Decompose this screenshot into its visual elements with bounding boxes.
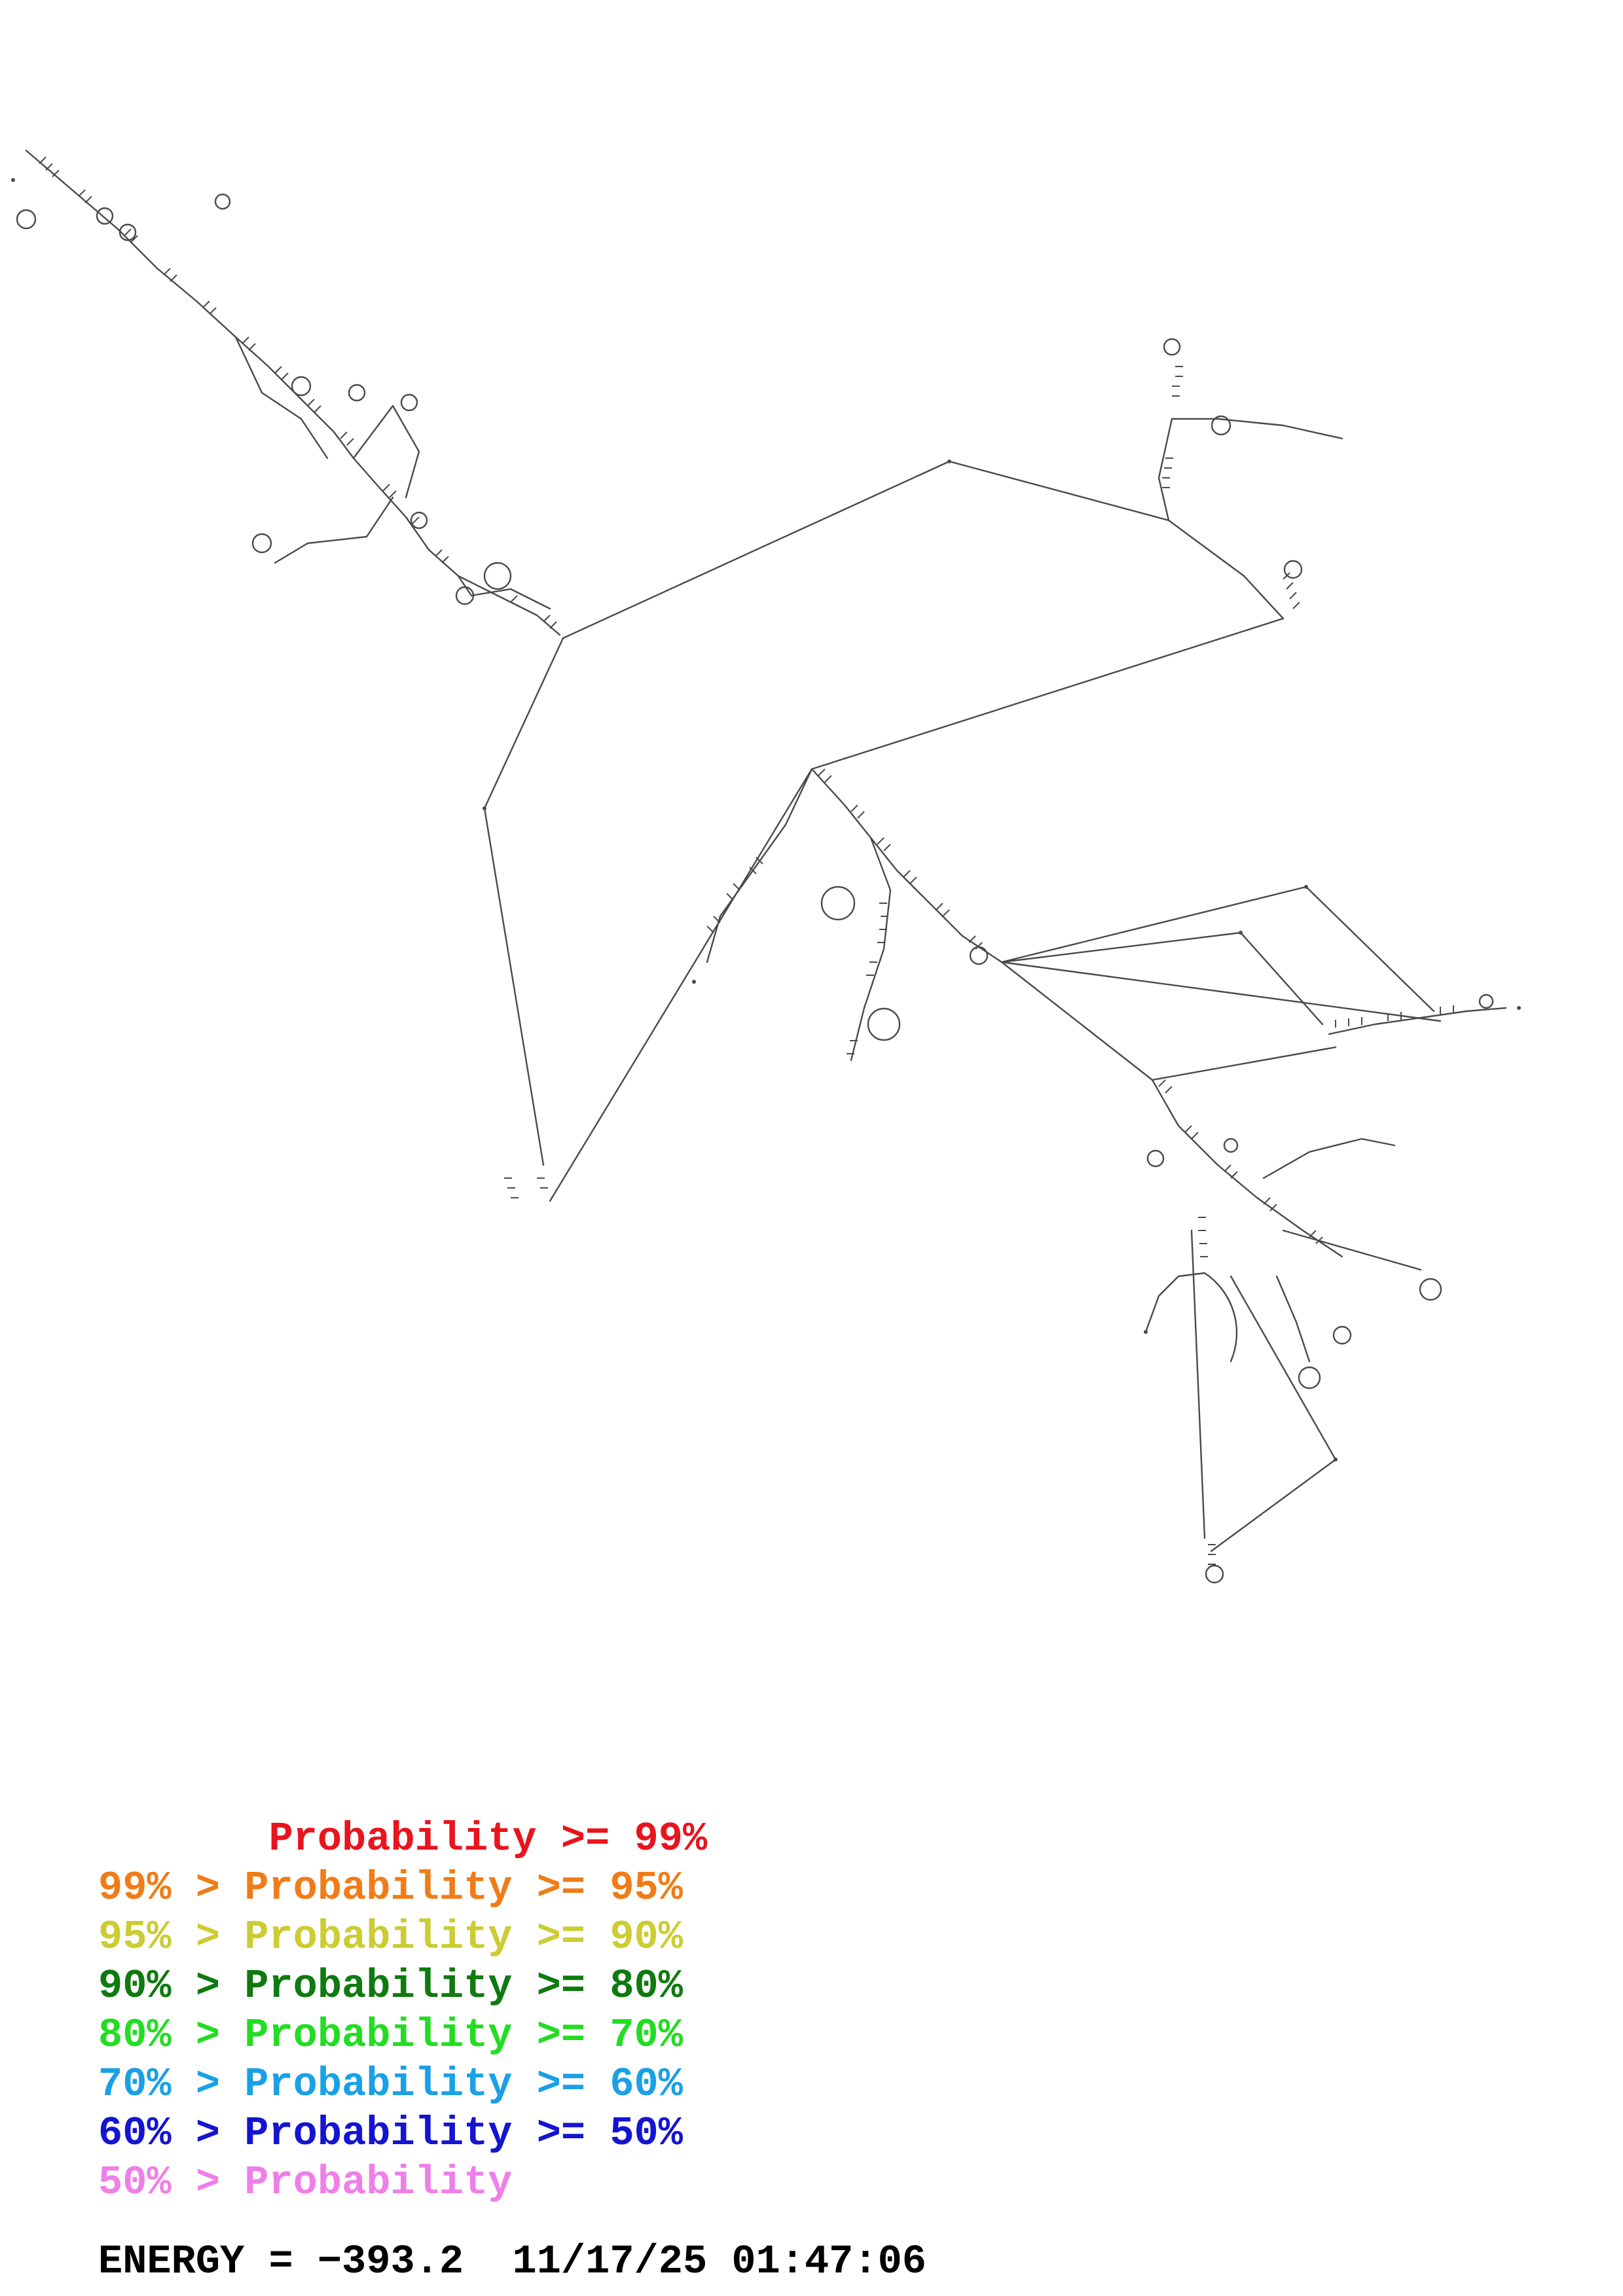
backbone-upper-right xyxy=(1159,419,1342,520)
backbone-mid-link xyxy=(812,619,1283,769)
sequence-ends xyxy=(11,178,1521,1462)
stem xyxy=(818,769,982,949)
loop xyxy=(1480,995,1493,1008)
loop xyxy=(1299,1367,1320,1388)
loop xyxy=(215,194,230,209)
backbone-right-chain xyxy=(1329,1008,1506,1034)
legend-entry: 99% > Probability >= 95% xyxy=(98,1865,683,1911)
loop xyxy=(1164,339,1180,355)
energy-label: ENERGY = −393.2 11/17/25 01:47:06 xyxy=(98,2238,927,2285)
nucleotide-dot xyxy=(1304,885,1308,889)
loop xyxy=(97,208,113,224)
helix-stems xyxy=(39,157,1453,1564)
backbone-lower-right-branch-3 xyxy=(1277,1276,1309,1361)
nucleotide-dot xyxy=(1144,1330,1148,1334)
loop xyxy=(1224,1139,1237,1152)
structure-backbone xyxy=(26,151,1506,1551)
backbone-left-return xyxy=(550,769,812,1201)
loop xyxy=(411,512,427,528)
loop xyxy=(1420,1279,1441,1300)
loop xyxy=(292,377,310,395)
stem xyxy=(1208,1545,1216,1564)
loop xyxy=(1206,1566,1223,1583)
backbone-lower-link xyxy=(1152,1047,1336,1080)
backbone-lower-right-branch xyxy=(1264,1139,1395,1178)
backbone-center-chain xyxy=(812,769,1002,962)
backbone-left-spur-a xyxy=(707,769,812,962)
loop xyxy=(1148,1151,1163,1166)
backbone-left-spur-b xyxy=(851,838,890,1060)
nucleotide-dot xyxy=(11,178,15,182)
backbone-right-drop xyxy=(1169,520,1283,619)
legend-entry: 60% > Probability >= 50% xyxy=(98,2110,683,2157)
stem xyxy=(1159,1080,1322,1244)
loop xyxy=(1334,1327,1351,1344)
nucleotide-dot xyxy=(1239,931,1243,935)
legend-entry: 50% > Probability xyxy=(98,2159,513,2206)
backbone-right-fan-2 xyxy=(1002,933,1322,1024)
hairpin-loops xyxy=(17,194,1493,1583)
backbone-lower-chain xyxy=(1152,1080,1342,1257)
stem xyxy=(1162,367,1183,488)
backbone-left-drop xyxy=(484,638,563,1165)
loop xyxy=(253,534,271,552)
backbone-upper-left-spur-a xyxy=(236,337,327,458)
loop xyxy=(970,947,987,964)
backbone-lower-right-big-loop xyxy=(1205,1273,1237,1361)
nucleotide-dot xyxy=(947,459,951,463)
legend-entry: 70% > Probability >= 60% xyxy=(98,2061,683,2108)
loop xyxy=(349,385,365,401)
legend-entry: 80% > Probability >= 70% xyxy=(98,2012,683,2058)
stem xyxy=(1198,1217,1208,1257)
backbone-lower-right-branch-2 xyxy=(1283,1230,1421,1270)
loop xyxy=(484,563,511,589)
stem xyxy=(504,1178,548,1198)
nucleotide-dot xyxy=(692,980,696,984)
backbone-top-link xyxy=(563,461,1169,638)
stem xyxy=(847,903,888,1054)
backbone-upper-left-spur-d xyxy=(354,406,419,497)
backbone-right-fan-3 xyxy=(1002,962,1440,1021)
backbone-lower-drop xyxy=(1192,1230,1205,1538)
loop xyxy=(822,887,854,920)
backbone-lower-return xyxy=(1211,1276,1336,1551)
backbone-right-fan-1 xyxy=(1002,887,1434,1011)
loop xyxy=(868,1009,900,1040)
legend-entry: Probability >= 99% xyxy=(98,1816,708,1862)
loop xyxy=(401,395,417,410)
legend-entry: 95% > Probability >= 90% xyxy=(98,1914,683,1960)
backbone-upper-left-spur-b xyxy=(275,497,393,563)
nucleotide-dot xyxy=(483,806,486,810)
loop xyxy=(17,210,35,228)
nucleotide-dot xyxy=(1517,1006,1521,1010)
legend-entry: 90% > Probability >= 80% xyxy=(98,1963,683,2009)
nucleotide-dot xyxy=(1334,1458,1338,1462)
